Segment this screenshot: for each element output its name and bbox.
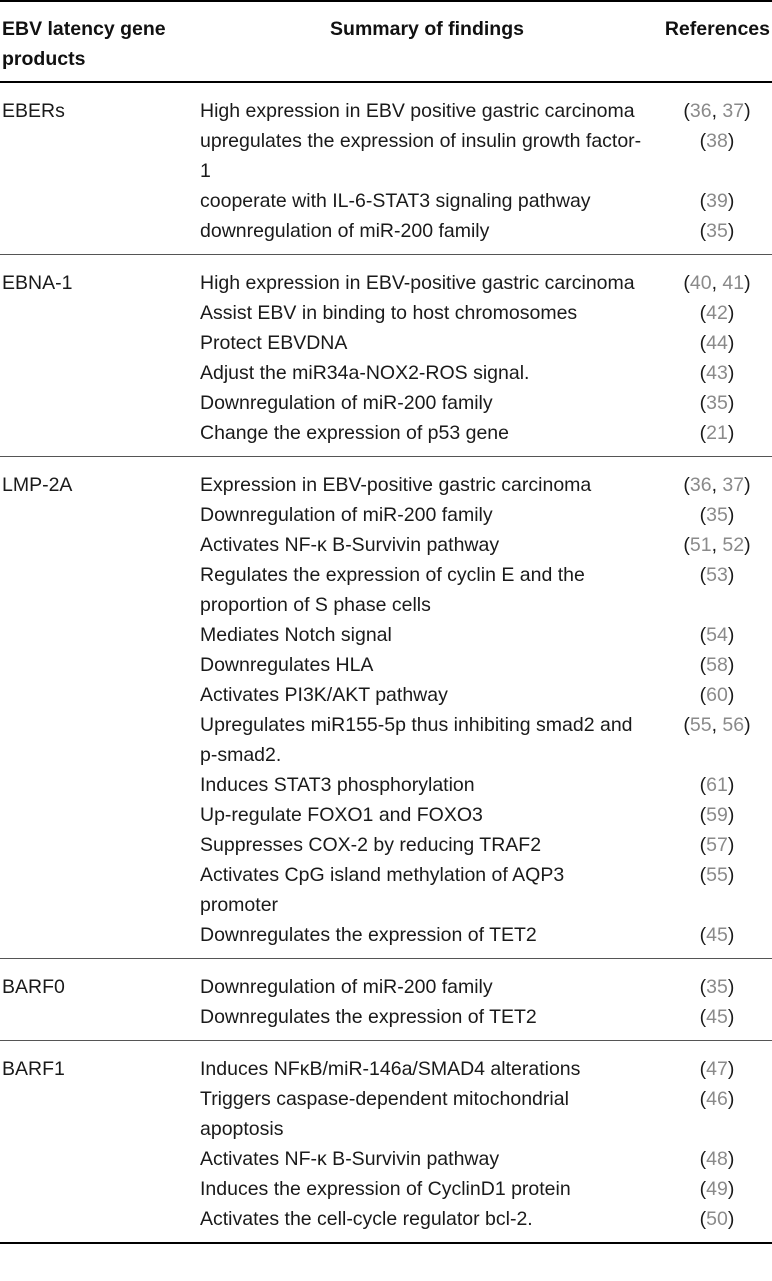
header-gene: EBV latency gene products <box>0 1 198 82</box>
finding-cell: Expression in EBV-positive gastric carcinoma <box>200 474 592 496</box>
reference-cell: (45) <box>656 920 772 959</box>
reference-cell: (51, 52) <box>683 534 751 556</box>
reference-cell: (36, 37) <box>683 100 751 122</box>
reference-cell: (46) <box>699 1088 735 1110</box>
gene-cell: LMP-2A <box>2 474 73 496</box>
table-row <box>0 500 772 530</box>
gene-cell <box>0 388 198 418</box>
table-row <box>0 530 772 560</box>
gene-cell <box>0 328 198 358</box>
table-row <box>0 388 772 418</box>
finding-cell: Suppresses COX-2 by reducing TRAF2 <box>200 834 542 856</box>
table-row <box>0 959 772 1003</box>
table-row <box>0 1144 772 1174</box>
reference-link[interactable]: 38 <box>706 130 728 152</box>
reference-link[interactable]: 48 <box>706 1148 728 1170</box>
table-row <box>0 1204 772 1243</box>
table-row <box>0 1174 772 1204</box>
gene-cell: BARF0 <box>2 976 65 998</box>
gene-cell <box>0 1084 198 1144</box>
reference-link[interactable]: 37 <box>722 100 745 122</box>
table-row <box>0 298 772 328</box>
reference-link[interactable]: 46 <box>706 1088 728 1110</box>
finding-cell: Mediates Notch signal <box>200 624 392 646</box>
finding-cell: High expression in EBV-positive gastric carcinoma <box>200 272 635 294</box>
gene-cell <box>0 216 198 255</box>
gene-cell <box>0 770 198 800</box>
reference-link[interactable]: 50 <box>706 1208 728 1230</box>
reference-link[interactable]: 42 <box>706 302 728 324</box>
finding-cell: Assist EBV in binding to host chromosomes <box>200 302 578 324</box>
reference-link[interactable]: 51 <box>689 534 712 556</box>
reference-cell: (45) <box>656 1002 772 1041</box>
gene-cell <box>0 1174 198 1204</box>
reference-link[interactable]: 21 <box>706 422 728 444</box>
reference-cell: (48) <box>699 1148 735 1170</box>
reference-link[interactable]: 35 <box>706 976 728 998</box>
reference-link[interactable]: 39 <box>706 190 728 212</box>
table-row <box>0 126 772 186</box>
table-row <box>0 216 772 255</box>
reference-link[interactable]: 52 <box>722 534 745 556</box>
reference-cell: (21) <box>656 418 772 457</box>
gene-cell: EBNA-1 <box>2 272 73 294</box>
finding-cell: Activates NF-κ B-Survivin pathway <box>200 534 500 556</box>
table-row <box>0 800 772 830</box>
reference-link[interactable]: 47 <box>706 1058 728 1080</box>
reference-cell: (47) <box>699 1058 735 1080</box>
gene-cell <box>0 620 198 650</box>
gene-cell <box>0 860 198 920</box>
reference-link[interactable]: 40 <box>689 272 712 294</box>
reference-link[interactable]: 37 <box>722 474 745 496</box>
finding-cell: Induces STAT3 phosphorylation <box>200 774 475 796</box>
gene-cell: EBERs <box>2 100 65 122</box>
finding-cell: Upregulates miR155-5p thus inhibiting smad2 and p-smad2. <box>200 714 633 766</box>
reference-link[interactable]: 35 <box>706 392 728 414</box>
reference-cell: (61) <box>699 774 735 796</box>
reference-cell: (35) <box>699 392 735 414</box>
reference-cell: (55) <box>699 864 735 886</box>
gene-cell <box>0 358 198 388</box>
reference-cell: (60) <box>699 684 735 706</box>
finding-cell: upregulates the expression of insulin growth factor-1 <box>200 130 642 182</box>
finding-cell: Activates the cell-cycle regulator bcl-2. <box>198 1204 656 1243</box>
reference-cell: (53) <box>699 564 735 586</box>
gene-cell <box>0 920 198 959</box>
reference-cell: (35) <box>656 216 772 255</box>
gene-cell <box>0 680 198 710</box>
header-row <box>0 1 772 82</box>
table-row <box>0 418 772 457</box>
reference-cell: (55, 56) <box>683 714 751 736</box>
table-row <box>0 1084 772 1144</box>
finding-cell: Downregulation of miR-200 family <box>200 392 493 414</box>
gene-cell <box>0 298 198 328</box>
finding-cell: Induces the expression of CyclinD1 protein <box>200 1178 571 1200</box>
reference-link[interactable]: 56 <box>722 714 745 736</box>
table-row <box>0 82 772 126</box>
reference-cell: (50) <box>656 1204 772 1243</box>
table-row <box>0 650 772 680</box>
reference-link[interactable]: 58 <box>706 654 728 676</box>
reference-cell: (43) <box>699 362 735 384</box>
finding-cell: downregulation of miR-200 family <box>198 216 656 255</box>
table-row <box>0 710 772 770</box>
table-row <box>0 457 772 501</box>
reference-link[interactable]: 35 <box>706 220 728 242</box>
reference-link[interactable]: 61 <box>706 774 728 796</box>
reference-cell: (40, 41) <box>683 272 751 294</box>
gene-cell: BARF1 <box>2 1058 65 1080</box>
gene-cell <box>0 560 198 620</box>
gene-cell <box>0 126 198 186</box>
reference-cell: (36, 37) <box>683 474 751 496</box>
reference-link[interactable]: 53 <box>706 564 728 586</box>
reference-link[interactable]: 43 <box>706 362 728 384</box>
gene-cell <box>0 650 198 680</box>
table-row <box>0 358 772 388</box>
finding-cell: Induces NFκB/miR-146a/SMAD4 alterations <box>200 1058 581 1080</box>
finding-cell: Activates NF-κ B-Survivin pathway <box>200 1148 500 1170</box>
gene-cell <box>0 830 198 860</box>
gene-cell <box>0 418 198 457</box>
table-row <box>0 770 772 800</box>
finding-cell: Adjust the miR34a-NOX2-ROS signal. <box>200 362 530 384</box>
gene-cell <box>0 500 198 530</box>
table-row <box>0 1041 772 1085</box>
table-row <box>0 328 772 358</box>
reference-cell: (57) <box>699 834 735 856</box>
table-row <box>0 920 772 959</box>
finding-cell: Downregulation of miR-200 family <box>200 976 493 998</box>
gene-cell <box>0 1144 198 1174</box>
reference-cell: (42) <box>699 302 735 324</box>
gene-cell <box>0 1002 198 1041</box>
table-row <box>0 680 772 710</box>
reference-cell: (38) <box>699 130 735 152</box>
reference-cell: (35) <box>699 504 735 526</box>
table-row <box>0 830 772 860</box>
reference-cell: (39) <box>699 190 735 212</box>
reference-link[interactable]: 35 <box>706 504 728 526</box>
reference-cell: (44) <box>699 332 735 354</box>
finding-cell: Change the expression of p53 gene <box>198 418 656 457</box>
reference-link[interactable]: 45 <box>706 924 728 946</box>
reference-link[interactable]: 60 <box>706 684 728 706</box>
reference-link[interactable]: 59 <box>706 804 728 826</box>
table-row <box>0 255 772 299</box>
table-row <box>0 1002 772 1041</box>
reference-link[interactable]: 36 <box>689 474 712 496</box>
reference-link[interactable]: 36 <box>689 100 712 122</box>
reference-cell: (54) <box>699 624 735 646</box>
reference-link[interactable]: 45 <box>706 1006 728 1028</box>
finding-cell: Protect EBVDNA <box>200 332 348 354</box>
gene-cell <box>0 710 198 770</box>
finding-cell: Downregulates HLA <box>200 654 374 676</box>
reference-cell: (58) <box>699 654 735 676</box>
reference-cell: (49) <box>699 1178 735 1200</box>
header-references: References <box>656 1 772 82</box>
finding-cell: cooperate with IL-6-STAT3 signaling pathway <box>200 190 591 212</box>
reference-cell: (59) <box>699 804 735 826</box>
finding-cell: Activates CpG island methylation of AQP3 promoter <box>200 864 565 916</box>
gene-cell <box>0 1204 198 1243</box>
finding-cell: Activates PI3K/AKT pathway <box>200 684 448 706</box>
gene-cell <box>0 530 198 560</box>
finding-cell: Downregulates the expression of TET2 <box>198 1002 656 1041</box>
reference-link[interactable]: 55 <box>689 714 712 736</box>
reference-cell: (35) <box>699 976 735 998</box>
gene-cell <box>0 800 198 830</box>
reference-link[interactable]: 57 <box>706 834 728 856</box>
reference-link[interactable]: 49 <box>706 1178 728 1200</box>
reference-link[interactable]: 41 <box>722 272 745 294</box>
finding-cell: Triggers caspase-dependent mitochondrial apoptosis <box>200 1088 569 1140</box>
reference-link[interactable]: 55 <box>706 864 728 886</box>
table-body <box>0 82 772 1243</box>
reference-link[interactable]: 44 <box>706 332 728 354</box>
finding-cell: Regulates the expression of cyclin E and the proportion of S phase cells <box>200 564 585 616</box>
finding-cell: Downregulates the expression of TET2 <box>198 920 656 959</box>
reference-link[interactable]: 54 <box>706 624 728 646</box>
gene-cell <box>0 186 198 216</box>
table-row <box>0 620 772 650</box>
table-row <box>0 860 772 920</box>
table-row <box>0 560 772 620</box>
table-row <box>0 186 772 216</box>
finding-cell: Downregulation of miR-200 family <box>200 504 493 526</box>
finding-cell: High expression in EBV positive gastric carcinoma <box>200 100 635 122</box>
header-findings: Summary of findings <box>198 1 656 82</box>
finding-cell: Up-regulate FOXO1 and FOXO3 <box>200 804 483 826</box>
